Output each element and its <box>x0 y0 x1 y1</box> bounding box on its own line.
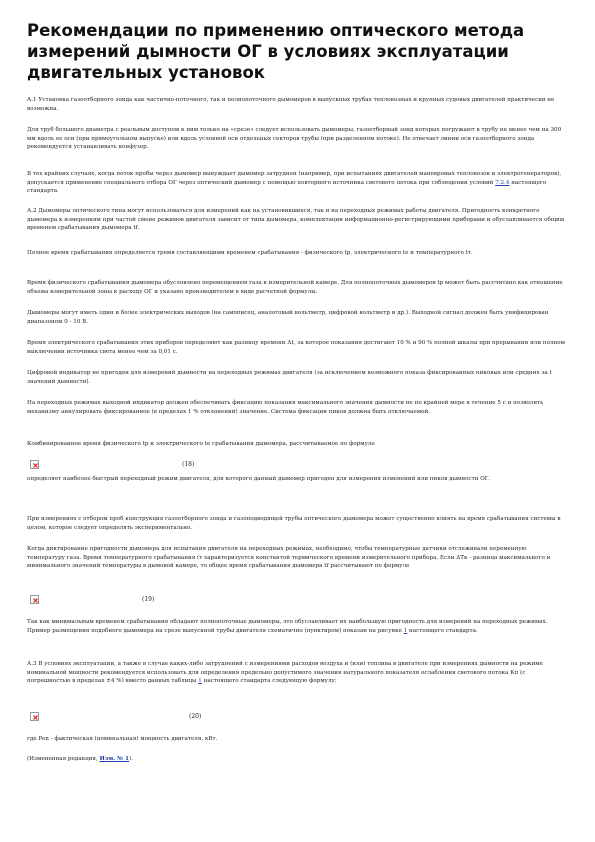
paragraph-full-response-time: Полное время срабатывания определяется тремя составляющими временем срабатывания - физического tp, электрического te и температурного tт. <box>27 250 473 256</box>
paragraph-fastest-transient: определяет наиболее быстрый переходный режим двигателя, для которого данный дымомер пригоден для измерения изменений или пиков дымности ОГ. <box>27 476 491 482</box>
paragraph-text: В тех крайних случаях, когда поток пробы через дымомер вынуждает дымомер затруднен (например, при испытаниях двигателей маневровых тепловозов и электрогенераторов), допускается применение специального отбора ОГ через оптический дымомер с помощью повторного источника светового потока при соблюдении условий <box>27 171 562 186</box>
formula-number: (18) <box>182 461 195 468</box>
paragraph-digital-indicator: Цифровой индикатор не пригоден для измерений дымности на переходных режимах двигателя (за исключением возможного показа фиксированных пиковых или средних за t значений дымности). <box>27 370 552 385</box>
formula-20 <box>27 712 247 728</box>
paragraph-a3 <box>27 660 565 686</box>
link-table-1[interactable]: 1 <box>198 678 202 685</box>
paragraph-full-flow-meters <box>27 618 565 635</box>
paragraph-large-pipes: Для труб большого диаметра с реальным доступом к ним только на «срезе» следует использовать дымомеры, газоотборный зонд которых погружают в трубу не менее чем на 300 мм вдоль ее оси (при прямоугольном выпуске) или вдоль условной оси отдельных секторов трубы (при разделенном потоке). Не отвечает линии оси газоотборного зонда рекомендуется устанавливать конфузор. <box>27 127 562 151</box>
paragraph-physical-response: Время физического срабатывания дымомера обусловлено перемещением газа в измерительной камере. Для полнопоточных дымомеров tp может быть рассчитано как отношение объема измерительной зоны к расходу ОГ и указано производителем в виде расчетной формулы. <box>27 280 563 295</box>
paragraph-pen-definition: где Pen - фактическая (номинальная) мощность двигателя, кВт. <box>27 736 218 742</box>
paragraph-text: А.3 В условиях эксплуатации, а также в случае каких-либо затруднений с измерениями расходов воздуха и (или) топлива в двигателе при измерениях дымности на режиме номинальной мощности рекомендуется использовать для определения предельно допустимого значения натурального показателя ослабления светового потока Кп (с погрешностью в пределах ±4 %) вместо данных таблицы <box>27 661 543 685</box>
formula-19 <box>27 595 247 611</box>
paragraph-text: настоящего стандарта следующую формулу: <box>201 678 337 685</box>
formula-number: (20) <box>189 713 202 720</box>
paragraph-text: (Измененная редакция, <box>27 756 100 762</box>
page-title: Рекомендации по применению оптического метода измерений дымности ОГ в условиях эксплуатации двигательных установок <box>27 21 525 82</box>
paragraph-extreme-cases <box>27 170 565 196</box>
paragraph-temperature-sensors: Когда диктирование пригодности дымомера для испытания двигателя на переходных режимах, необходимо, чтобы температурные датчики отслеживали переменную температуру газа. Время температурного срабатывания (т характеризуется константой термического времени измерительного прибора. Если ΔTк - разница максимального и минимального значений температуры в дымовой камере, то общее время срабатывания дымомера tf рассчитывают по формуле <box>27 546 551 570</box>
paragraph-transient-modes: На переходных режимах выходной индикатор должен обеспечивать фиксацию показания максимального значения дымности не по крайней мере в течение 5 с и позволить механизму аннулировать фиксированное (в пределах 1 % отклонений) значение. Система фиксации пиков должна быть отключаемой. <box>27 400 544 415</box>
paragraph-combined-time: Комбинированное время физического tp и электрического te срабатывания дымомера, рассчитываемое по формуле <box>27 441 375 447</box>
broken-image-icon <box>30 712 39 721</box>
paragraph-electrical-outputs: Дымомеры могут иметь один и более электрических выходов (на самописец, аналоговый вольтметр, цифровой вольтметр и др.). Выходной сигнал должен быть унифицирован диапазоном 0 - 10 В. <box>27 310 549 325</box>
paragraph-amendment <box>27 755 565 764</box>
link-figure-1[interactable]: 1 <box>403 627 408 634</box>
link-clause-7-2-4[interactable]: 7.2.4 <box>495 179 510 186</box>
paragraph-electrical-response: Время электрического срабатывания этих приборов определяют как разницу времени Δt, за которое показания достигают 10 % и 90 % полной шкалы при прерывании или полном выключении источника света менее чем за 0,01 с. <box>27 340 565 355</box>
paragraph-text: Так как минимальным временем срабатывания обладают полнопоточные дымомеры, это обуславливает их наибольшую пригодность для измерений на переходных режимах. Пример размещения подобного дымомера на срезе выпускной трубы двигателя схематично (пунктиром) показан на рисунке <box>27 619 548 634</box>
paragraph-a1: А.1 Установка газоотборного зонда как частично-поточного, так и полнопоточного дымомеров в выпускных трубах тепловозных и крупных судовых двигателей практически не возможна. <box>27 97 555 112</box>
formula-number: (19) <box>142 596 155 603</box>
broken-image-icon <box>30 460 39 469</box>
paragraph-text: ). <box>129 756 133 762</box>
broken-image-icon <box>30 595 39 604</box>
paragraph-text: настоящего стандарта. <box>27 179 547 195</box>
paragraph-text: настоящего стандарта. <box>407 627 478 634</box>
paragraph-a2: А.2 Дымомеры оптического типа могут использоваться для измерений как на установившихся, так и на переходных режимах работы двигателя. Пригодность конкретного дымомера к измерениям при частой смене режимов двигателя зависит от типа дымомера, комплектации информационно-регистрирующими приборами и обуславливается общим временем срабатывания дымомера tf. <box>27 208 565 232</box>
link-amendment-1[interactable]: Изм. № 1 <box>99 756 130 762</box>
formula-18 <box>27 460 247 476</box>
paragraph-sampling-probe: При измерениях с отбором проб конструкция газоотборного зонда и газоподводящей трубы оптического дымомера может существенно влиять на время срабатывания системы в целом, которое следует определять экспериментально. <box>27 516 561 531</box>
